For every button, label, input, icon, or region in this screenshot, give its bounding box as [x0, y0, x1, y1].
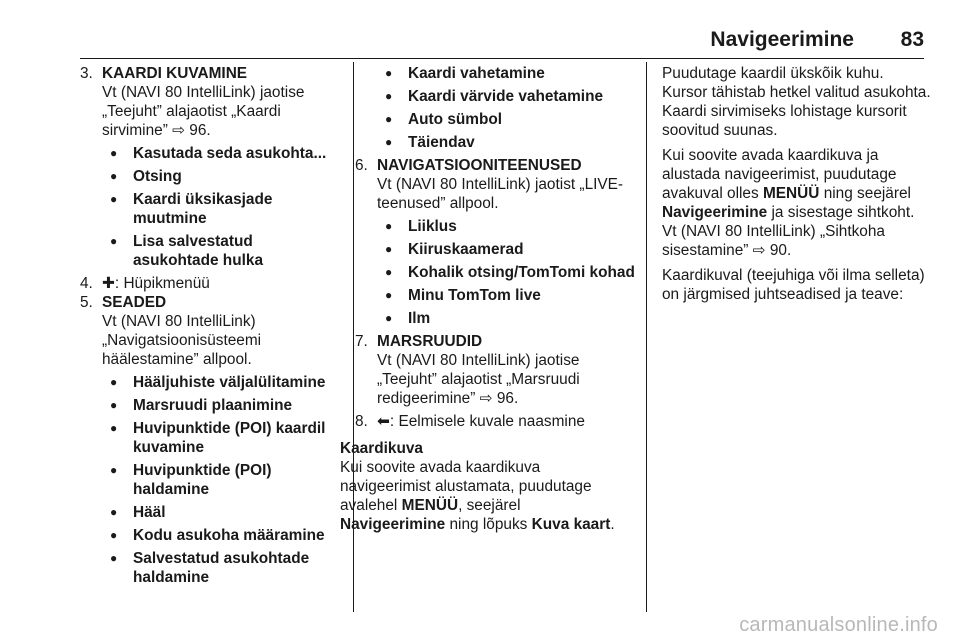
text-bold: MENÜÜ — [762, 185, 820, 202]
text-bold: Navigeerimine — [662, 204, 768, 221]
item-text: Vt (NAVI 80 IntelliLink) jaotise „Teejuht” alajaotist „Marsruudi redigeerimine” ⇨ 96. — [377, 352, 580, 407]
list-item: ● Huvipunktide (POI) kaardil kuvamine — [110, 419, 342, 457]
list-item: ● Kaardi värvide vahetamine — [385, 87, 640, 106]
column-2 — [340, 64, 640, 534]
list-item: ● Kaardi üksikasjade muutmine — [110, 190, 342, 228]
list-item: ● Otsing — [110, 167, 342, 186]
list-item: ● Kaardi vahetamine — [385, 64, 640, 83]
section-heading: Kaardikuva — [340, 440, 423, 457]
item-text: Vt (NAVI 80 IntelliLink) jaotise „Teejuht” alajaotist „Kaardi sirvimine” ⇨ 96. — [102, 84, 305, 139]
list-item: ● Marsruudi plaanimine — [110, 396, 342, 415]
column-1 — [80, 64, 342, 587]
bullet-list-map-continued — [355, 64, 640, 152]
text-run: Kui soovite avada kaardikuva navigeerimist alustamata, puudutage avalehel — [340, 459, 592, 514]
item-number: 8. — [355, 413, 368, 430]
list-item-4 — [80, 274, 342, 293]
bullet-list-services — [355, 217, 640, 328]
section-text — [340, 458, 620, 534]
item-number: 3. — [80, 65, 93, 82]
page-title: Navigeerimine — [710, 28, 854, 51]
list-item: ● Täiendav — [385, 133, 640, 152]
list-item: ● Kohalik otsing/TomTomi kohad — [385, 263, 640, 282]
item-number: 4. — [80, 275, 93, 292]
paragraph: Kaardikuval (teejuhiga või ilma selleta) on järgmised juhtseadised ja teave: — [662, 267, 925, 303]
list-item: ● Hääljuhiste väljalülitamine — [110, 373, 342, 392]
list-item-3 — [80, 64, 342, 140]
paragraph: Puudutage kaardil ükskõik kuhu. Kursor tähistab hetkel valitud asukohta. Kaardi sirvimiseks lohistage kursorit soovitud suunas. — [662, 65, 931, 139]
list-item-6 — [355, 156, 640, 213]
list-item: ● Kiiruskaamerad — [385, 240, 640, 259]
list-item: ● Hääl — [110, 503, 342, 522]
column-3 — [662, 64, 932, 310]
list-item: ● Liiklus — [385, 217, 640, 236]
list-item: ● Minu TomTom live — [385, 286, 640, 305]
page-header — [0, 24, 960, 58]
item-heading: MARSRUUDID — [377, 333, 483, 350]
item-heading: SEADED — [102, 294, 167, 311]
item-text: ✚: Hüpikmenüü — [102, 275, 210, 292]
list-item: ● Kasutada seda asukohta... — [110, 144, 342, 163]
item-text: Vt (NAVI 80 IntelliLink) „Navigatsioonisüsteemi häälestamine” allpool. — [102, 313, 262, 368]
item-number: 5. — [80, 294, 93, 311]
text-bold: MENÜÜ — [401, 497, 459, 514]
list-item-8 — [355, 412, 640, 431]
text-run: ning lõpuks — [449, 516, 528, 533]
page-number: 83 — [900, 28, 924, 51]
item-heading: NAVIGATSIOONITEENUSED — [377, 157, 582, 174]
section-kaardikuva — [340, 439, 620, 534]
bullet-list-settings — [80, 373, 342, 587]
watermark: carmanualsonline.info — [739, 614, 938, 636]
list-item-7 — [355, 332, 640, 408]
paragraph — [662, 146, 932, 260]
list-item: ● Salvestatud asukohtade haldamine — [110, 549, 342, 587]
column-divider-2 — [646, 62, 647, 612]
item-text: ⬅: Eelmisele kuvale naasmine — [377, 413, 585, 430]
text-run: . — [610, 516, 615, 533]
text-run: ning seejärel — [823, 185, 911, 202]
list-item-5 — [80, 293, 342, 369]
list-item: ● Auto sümbol — [385, 110, 640, 129]
text-bold: Kuva kaart — [531, 516, 611, 533]
bullet-list-map — [80, 144, 342, 270]
item-number: 7. — [355, 333, 368, 350]
item-text: Vt (NAVI 80 IntelliLink) jaotist „LIVE-teenused” allpool. — [377, 176, 624, 212]
item-heading: KAARDI KUVAMINE — [102, 65, 248, 82]
text-run: Kui soovite avada kaardikuva ja alustada navigeerimist, puudutage avakuval olles — [662, 147, 897, 202]
list-item: ● Kodu asukoha määramine — [110, 526, 342, 545]
text-run: , seejärel — [458, 497, 521, 514]
list-item: ● Lisa salvestatud asukohtade hulka — [110, 232, 342, 270]
text-bold: Navigeerimine — [340, 516, 446, 533]
text-run: ja sisestage sihtkoht. Vt (NAVI 80 IntelliLink) „Sihtkoha sisestamine” ⇨ 90. — [662, 204, 915, 259]
list-item: ● Huvipunktide (POI) haldamine — [110, 461, 342, 499]
header-rule — [80, 58, 924, 59]
item-number: 6. — [355, 157, 368, 174]
list-item: ● Ilm — [385, 309, 640, 328]
